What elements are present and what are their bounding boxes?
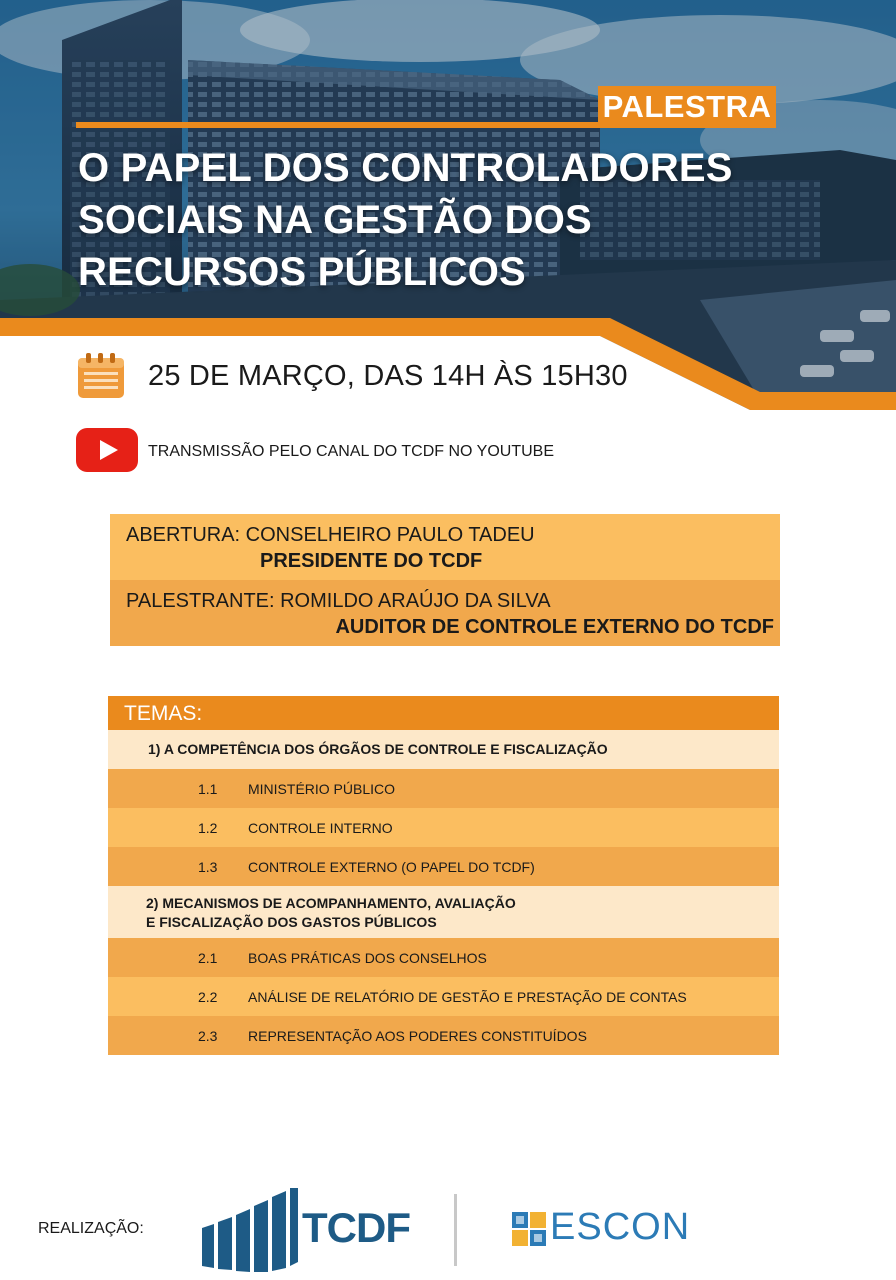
section-title-line: 2) MECANISMOS DE ACOMPANHAMENTO, AVALIAÇÃO [146, 895, 516, 911]
themes-table [108, 696, 779, 1055]
tag-underline [76, 122, 600, 128]
logo-divider [454, 1194, 457, 1266]
tcdf-logo-text: TCDF [302, 1204, 410, 1251]
speaker-title: AUDITOR DE CONTROLE EXTERNO DO TCDF [335, 616, 774, 638]
speakers-box [110, 514, 780, 646]
item-label: BOAS PRÁTICAS DOS CONSELHOS [248, 950, 487, 966]
event-date: 25 DE MARÇO, DAS 14H ÀS 15H30 [148, 360, 628, 392]
list-item [108, 977, 779, 1016]
item-number: 1.1 [198, 781, 218, 797]
section-title: 1) A COMPETÊNCIA DOS ÓRGÃOS DE CONTROLE E FISCALIZAÇÃO [148, 741, 608, 757]
list-item [108, 1016, 779, 1055]
footer [0, 1180, 896, 1280]
themes-heading: TEMAS: [108, 696, 779, 730]
hero-banner [0, 0, 896, 420]
title-line: O PAPEL DOS CONTROLADORES [78, 146, 733, 190]
escon-logo-text: ESCON [550, 1206, 691, 1248]
youtube-icon [76, 428, 138, 472]
speaker-role: PALESTRANTE: ROMILDO ARAÚJO DA SILVA [126, 590, 551, 612]
item-label: MINISTÉRIO PÚBLICO [248, 781, 396, 797]
title-line: SOCIAIS NA GESTÃO DOS [78, 198, 592, 242]
item-label: CONTROLE INTERNO [248, 820, 393, 836]
title-line: RECURSOS PÚBLICOS [78, 250, 526, 294]
item-number: 1.3 [198, 859, 218, 875]
list-item [108, 769, 779, 808]
item-label: CONTROLE EXTERNO (O PAPEL DO TCDF) [248, 859, 535, 875]
organizer-label: REALIZAÇÃO: [38, 1220, 144, 1237]
escon-logo-mark [512, 1212, 546, 1246]
stream-info: TRANSMISSÃO PELO CANAL DO TCDF NO YOUTUBE [148, 443, 554, 460]
theme-section [108, 886, 779, 938]
item-number: 1.2 [198, 820, 218, 836]
theme-section [108, 730, 779, 769]
speaker-main [110, 580, 780, 646]
list-item [108, 847, 779, 886]
item-number: 2.3 [198, 1028, 218, 1044]
calendar-icon [76, 352, 126, 400]
section-title-line: E FISCALIZAÇÃO DOS GASTOS PÚBLICOS [146, 914, 437, 930]
speaker-title: PRESIDENTE DO TCDF [260, 550, 483, 572]
event-type-tag: PALESTRA [598, 86, 776, 128]
event-title [78, 142, 808, 298]
item-label: ANÁLISE DE RELATÓRIO DE GESTÃO E PRESTAÇÃO DE CONTAS [248, 989, 687, 1005]
speaker-role: ABERTURA: CONSELHEIRO PAULO TADEU [126, 524, 535, 546]
list-item [108, 808, 779, 847]
list-item [108, 938, 779, 977]
section-title [146, 894, 516, 932]
tcdf-logo-mark [200, 1188, 300, 1272]
item-number: 2.2 [198, 989, 218, 1005]
item-label: REPRESENTAÇÃO AOS PODERES CONSTITUÍDOS [248, 1028, 587, 1044]
speaker-opening [110, 514, 780, 580]
item-number: 2.1 [198, 950, 218, 966]
